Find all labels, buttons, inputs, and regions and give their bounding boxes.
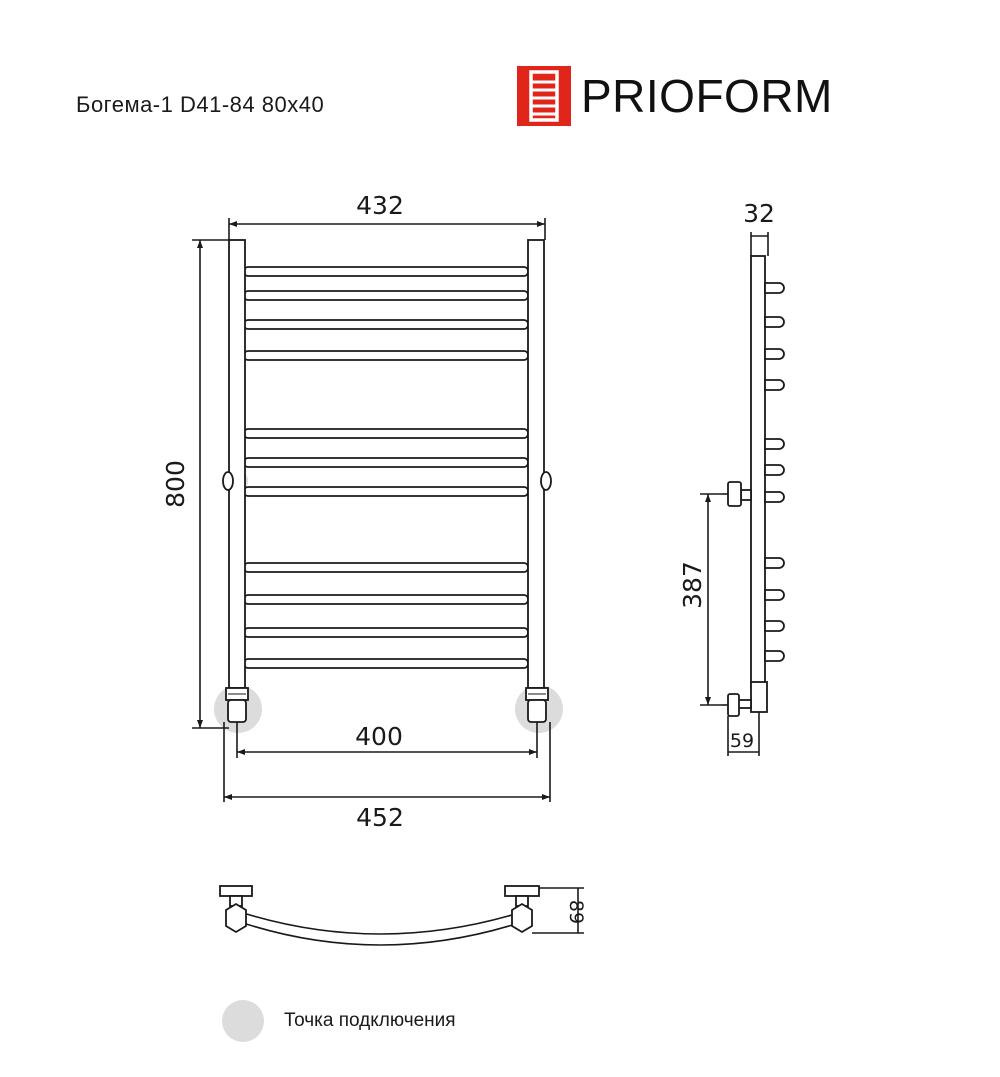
valve-left (226, 688, 248, 722)
legend-label: Точка подключения (284, 1010, 456, 1031)
dim-bend-depth: 89 (565, 899, 587, 925)
dim-height: 800 (161, 460, 190, 508)
side-view (678, 199, 784, 756)
dim-depth: 32 (743, 199, 775, 228)
rungs (244, 267, 528, 668)
dim-width-total: 452 (356, 803, 404, 832)
valve-right (526, 688, 548, 722)
right-post (528, 240, 544, 688)
connection-point-dot (222, 1000, 264, 1042)
model-title: Богема-1 D41-84 80x40 (76, 92, 325, 117)
legend (222, 1000, 456, 1042)
front-view (161, 191, 563, 832)
dim-width-top: 432 (356, 191, 404, 220)
top-view (220, 886, 587, 945)
dim-connection-spacing: 400 (355, 722, 403, 751)
dim-side-offset: 59 (729, 730, 755, 752)
side-post (751, 256, 765, 688)
dim-side-height: 387 (678, 561, 707, 609)
left-post (229, 240, 245, 688)
side-rung-stubs (765, 283, 784, 661)
brand-name: PRIOFORM (581, 70, 833, 122)
